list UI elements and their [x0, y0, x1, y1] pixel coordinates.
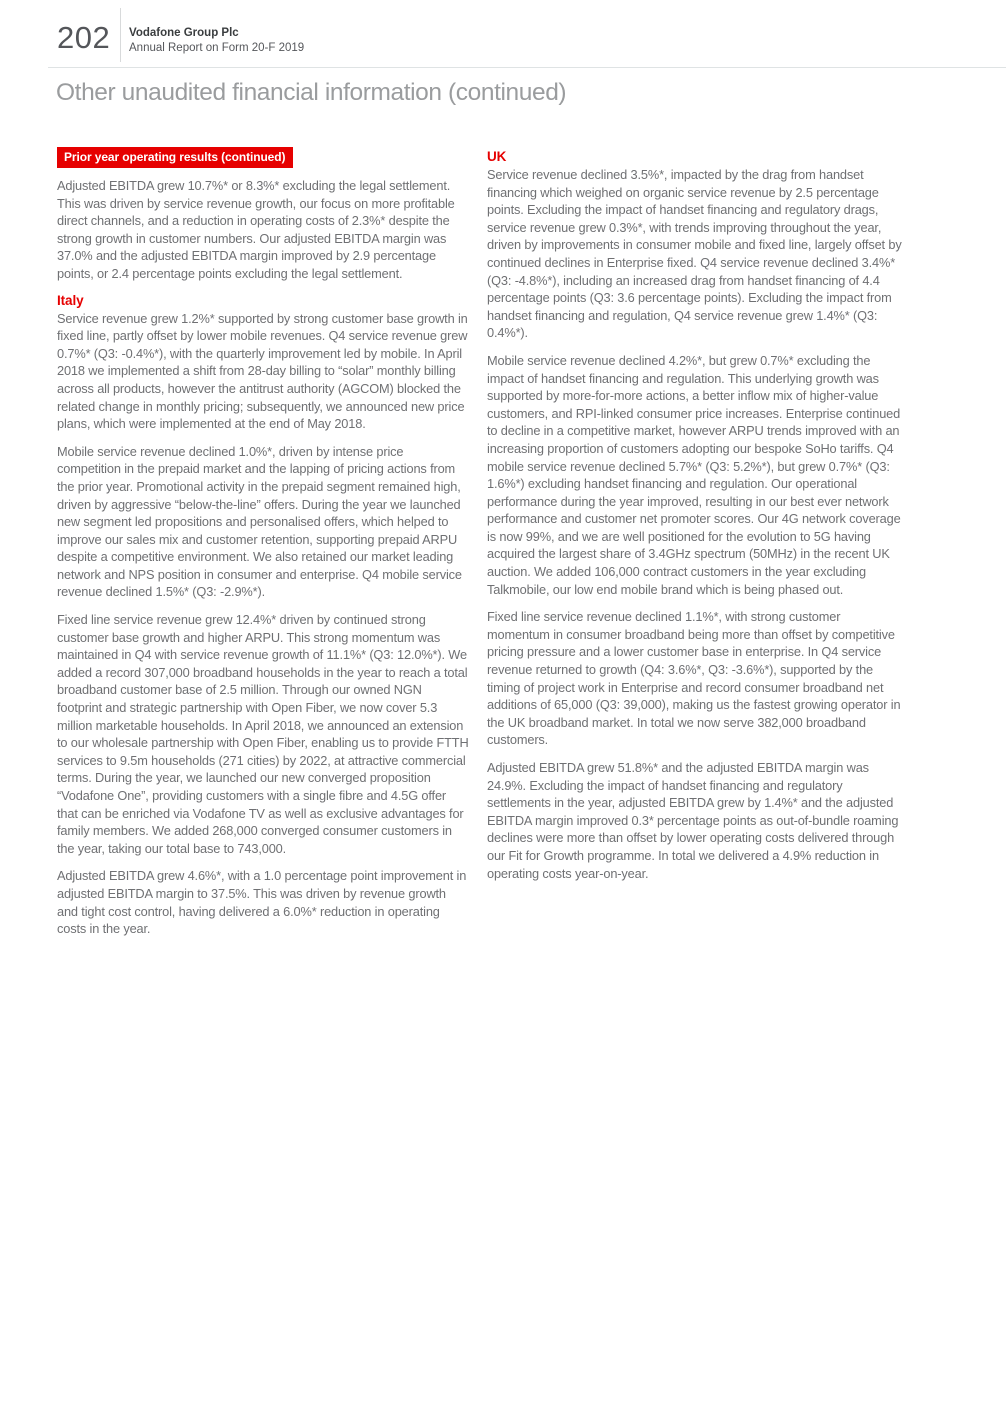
italy-paragraph-4: Adjusted EBITDA grew 4.6%*, with a 1.0 percentage point improvement in adjusted EBITDA margin to 37.5%. This was driven by revenue growth and tight cost control, having delivered a 6.0%* reduction in operating costs in the year. [57, 868, 467, 937]
header-divider [120, 8, 121, 62]
page-title: Other unaudited financial information (continued) [56, 79, 567, 106]
content-columns [57, 147, 906, 948]
section-badge: Prior year operating results (continued) [57, 147, 293, 168]
italy-paragraph-1: Service revenue grew 1.2%* supported by strong customer base growth in fixed line, partly offset by lower mobile revenues. Q4 service revenue grew 0.7%* (Q3: -0.4%*), with the quarterly improvement led by mobile. In April 2018 we implemented a shift from 28-day billing to “solar” monthly billing across all products, however the antitrust authority (AGCOM) blocked the related change in monthly pricing; subsequently, we announced new price plans, which were implemented at the end of May 2018. [57, 310, 468, 432]
report-title-line: Annual Report on Form 20-F 2019 [129, 42, 305, 54]
uk-paragraph-2: Mobile service revenue declined 4.2%*, but grew 0.7%* excluding the impact of handset financing and regulation. This underlying growth was supported by more-for-more actions, a better inflow mix of higher-value customers, and RPI-linked consumer price increases. Enterprise continued to decline in a competitive market, however ARPU trends improved with an increasing proportion of customers adopting our bespoke SoHo tariffs. Q4 mobile service revenue declined 5.7%* (Q3: 5.2%*), but grew 0.7%* (Q3: 1.6%*) excluding handset financing and regulation. Our operational performance during the year improved, resulting in our best ever network performance and customer net promoter scores. Our 4G network coverage is now 99%, and we are well positioned for the evolution to 5G having acquired the largest share of 3.4GHz spectrum (50MHz) in the recent UK auction. We added 106,000 contract customers in the year excluding Talkmobile, our low end mobile brand which is being phased out. [487, 352, 901, 597]
header-rule [48, 67, 1006, 68]
uk-paragraph-1: Service revenue declined 3.5%*, impacted by the drag from handset financing which weighed on organic service revenue by 2.5 percentage points. Excluding the impact of handset financing and regulatory drags, service revenue grew 0.3%*, with trends improving throughout the year, driven by improvements in consumer mobile and fixed line, largely offset by continued declines in Enterprise fixed. Q4 service revenue declined 3.4%* (Q3: -4.8%*), including an increased drag from handset financing of 4.4 percentage points (Q3: 3.6 percentage points). Excluding the impact from handset financing and regulation, Q4 service revenue grew 1.4%* (Q3: 0.4%*). [487, 167, 902, 341]
page-number: 202 [57, 20, 111, 55]
company-name: Vodafone Group Plc [129, 27, 239, 39]
uk-paragraph-4: Adjusted EBITDA grew 51.8%* and the adjusted EBITDA margin was 24.9%. Excluding the impact of handset financing and regulatory settlements in the year, adjusted EBITDA grew by 1.4%* and the adjusted EBITDA margin improved 0.3* percentage points as out-of-bundle roaming declines were more than offset by lower operating costs delivered through our Fit for Growth programme. In total we delivered a 4.9% reduction in operating costs year-on-year. [487, 760, 899, 881]
uk-heading: UK [487, 149, 507, 164]
right-column [487, 147, 906, 948]
italy-heading: Italy [57, 292, 84, 308]
left-column [57, 147, 470, 948]
intro-paragraph: Adjusted EBITDA grew 10.7%* or 8.3%* excluding the legal settlement. This was driven by service revenue growth, our focus on more profitable direct channels, and a reduction in operating costs of 2.3%* despite the strong growth in customer numbers. Our adjusted EBITDA margin was 37.0% and the adjusted EBITDA margin improved by 2.9 percentage points, or 2.4 percentage points excluding the legal settlement. [57, 178, 455, 281]
italy-paragraph-2: Mobile service revenue declined 1.0%*, driven by intense price competition in the prepaid market and the lapping of pricing actions from the prior year. Promotional activity in the prepaid segment remained high, driven by aggressive “below-the-line” offers. During the year we launched new segment led propositions and personalised offers, which helped to improve our sales mix and customer retention, supporting prepaid ARPU despite a competitive environment. We also retained our market leading network and NPS position in consumer and enterprise. Q4 mobile service revenue declined 1.5%* (Q3: -2.9%*). [57, 443, 462, 600]
italy-paragraph-3: Fixed line service revenue grew 12.4%* driven by continued strong customer base growth and higher ARPU. This strong momentum was maintained in Q4 with service revenue growth of 11.1%* (Q3: 12.0%*). We added a record 307,000 broadband households in the year to reach a total broadband customer base of 2.5 million. Through our owned NGN footprint and strategic partnership with Open Fiber, we now cover 5.3 million marketable households. In April 2018, we announced an extension to our wholesale partnership with Open Fiber, enabling us to provide FTTH services to 9.5m households (271 cities) by 2022, at attractive commercial terms. During the year, we launched our new converged proposition “Vodafone One”, providing customers with a single fibre and 4.5G offer that can be enriched via Vodafone TV as well as exclusive advantages for family members. We added 268,000 converged consumer customers in the year, taking our total base to 743,000. [57, 612, 469, 856]
header-text-block [129, 26, 304, 56]
uk-paragraph-3: Fixed line service revenue declined 1.1%*, with strong customer momentum in consumer broadband being more than offset by competitive pricing pressure and a lower customer base in enterprise. In Q4 service revenue returned to growth (Q4: 3.6%*, Q3: -3.6%*), supported by the timing of project work in Enterprise and record consumer broadband net additions of 65,000 (Q3: 39,000), making us the fastest growing operator in the UK broadband market. In total we now serve 382,000 broadband customers. [487, 609, 901, 748]
